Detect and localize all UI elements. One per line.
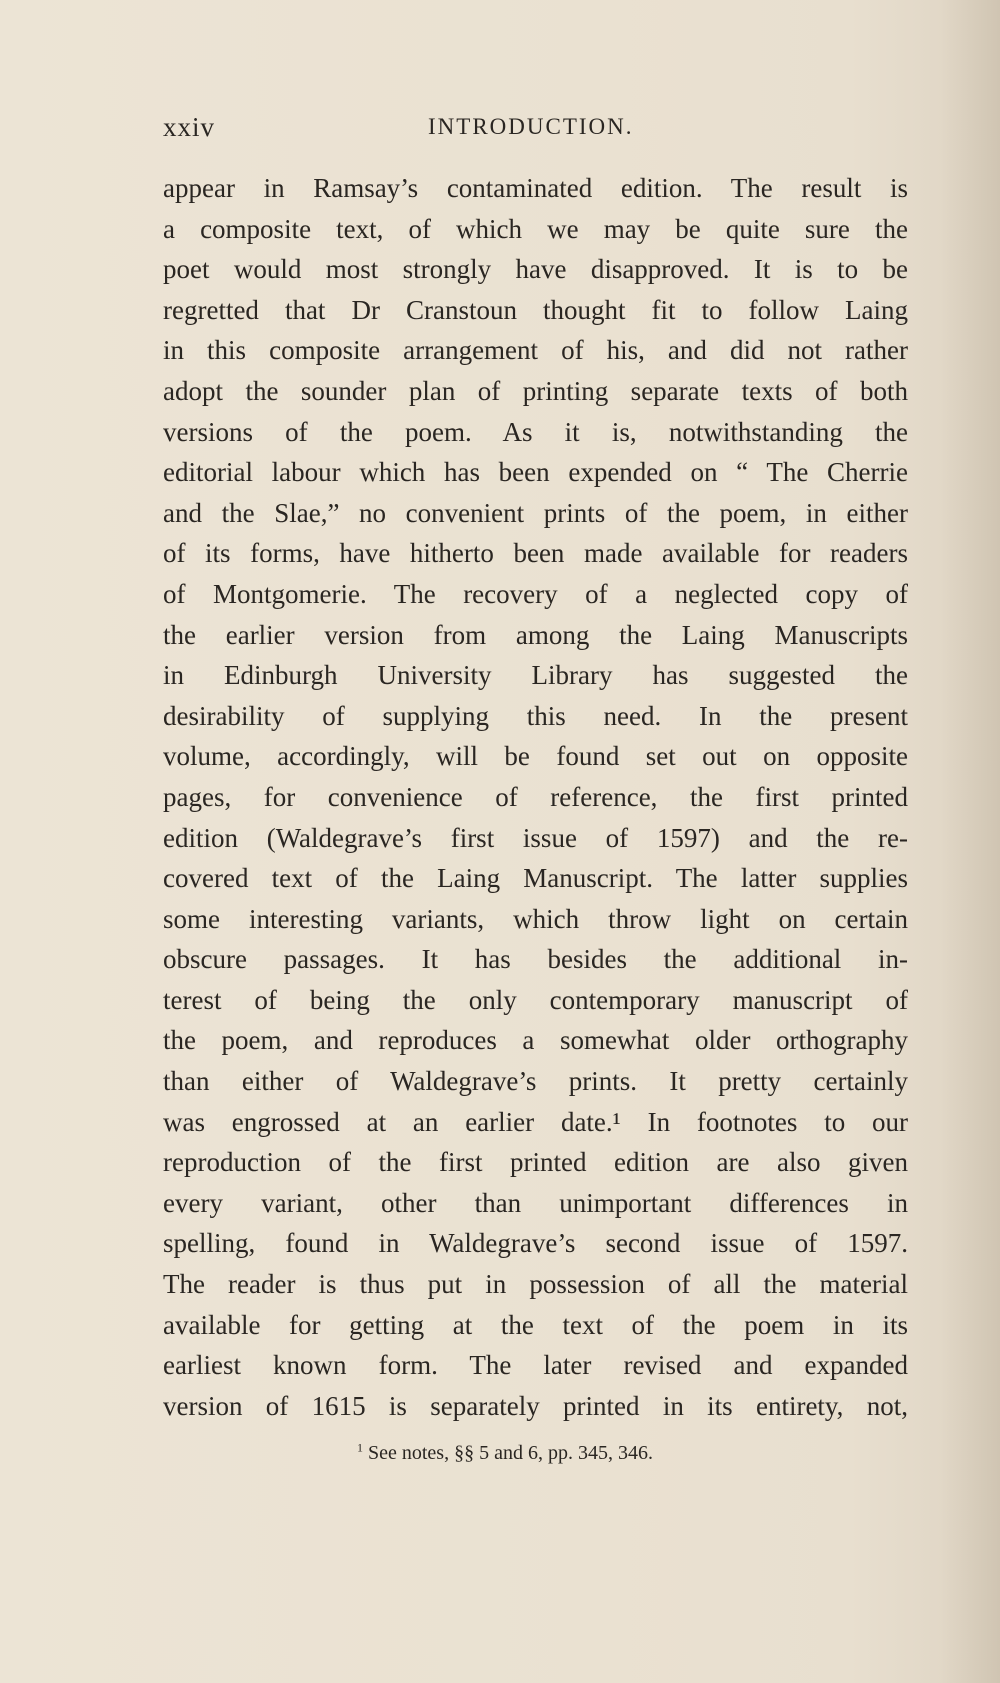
- text-line: adopt the sounder plan of printing separate texts of both: [163, 375, 908, 406]
- text-line: available for getting at the text of the poem in its: [163, 1309, 908, 1340]
- text-line: the earlier version from among the Laing Manuscripts: [163, 619, 908, 650]
- text-line: obscure passages. It has besides the additional in-: [163, 944, 908, 975]
- text-line: some interesting variants, which throw light on certain: [163, 903, 908, 934]
- text-line: edition (Waldegrave’s first issue of 1597) and the re-: [163, 822, 908, 853]
- text-line: earliest known form. The later revised and expanded: [163, 1350, 908, 1381]
- text-line: covered text of the Laing Manuscript. The latter supplies: [163, 863, 908, 894]
- text-line: of Montgomerie. The recovery of a neglected copy of: [163, 578, 908, 609]
- text-line: spelling, found in Waldegrave’s second issue of 1597.: [163, 1228, 908, 1259]
- text-line: terest of being the only contemporary manuscript of: [163, 984, 908, 1015]
- footnote: [357, 1442, 653, 1465]
- text-line: The reader is thus put in possession of all the material: [163, 1269, 908, 1300]
- text-line: in Edinburgh University Library has suggested the: [163, 660, 908, 691]
- text-line: regretted that Dr Cranstoun thought fit to follow Laing: [163, 294, 908, 325]
- text-line: than either of Waldegrave’s prints. It pretty certainly: [163, 1066, 908, 1097]
- text-line: every variant, other than unimportant differences in: [163, 1187, 908, 1218]
- footnote-text: See notes, §§ 5 and 6, pp. 345, 346.: [368, 1442, 653, 1464]
- text-line: reproduction of the first printed edition are also given: [163, 1147, 908, 1178]
- body-text: [163, 168, 908, 1426]
- page-edge-shadow: [940, 0, 1000, 1683]
- text-line: the poem, and reproduces a somewhat older orthography: [163, 1025, 908, 1056]
- text-line: of its forms, have hitherto been made available for readers: [163, 538, 908, 569]
- text-line: poet would most strongly have disapproved. It is to be: [163, 254, 908, 285]
- text-line: version of 1615 is separately printed in its entirety, not,: [163, 1390, 908, 1421]
- running-title: INTRODUCTION.: [428, 114, 634, 139]
- text-line: pages, for convenience of reference, the first printed: [163, 781, 908, 812]
- text-line: in this composite arrangement of his, and did not rather: [163, 335, 908, 366]
- text-line: and the Slae,” no convenient prints of the poem, in either: [163, 497, 908, 528]
- text-line: editorial labour which has been expended on “ The Cherrie: [163, 457, 908, 488]
- text-line: desirability of supplying this need. In the present: [163, 700, 908, 731]
- text-line: was engrossed at an earlier date.¹ In footnotes to our: [163, 1106, 908, 1137]
- footnote-marker: 1: [357, 1440, 363, 1455]
- text-line: appear in Ramsay’s contaminated edition. The result is: [163, 173, 908, 203]
- text-line: a composite text, of which we may be quite sure the: [163, 213, 908, 244]
- text-line: volume, accordingly, will be found set out on opposite: [163, 741, 908, 772]
- page-number: xxiv: [163, 112, 216, 142]
- running-head: [163, 112, 908, 152]
- text-line: versions of the poem. As it is, notwithstanding the: [163, 416, 908, 447]
